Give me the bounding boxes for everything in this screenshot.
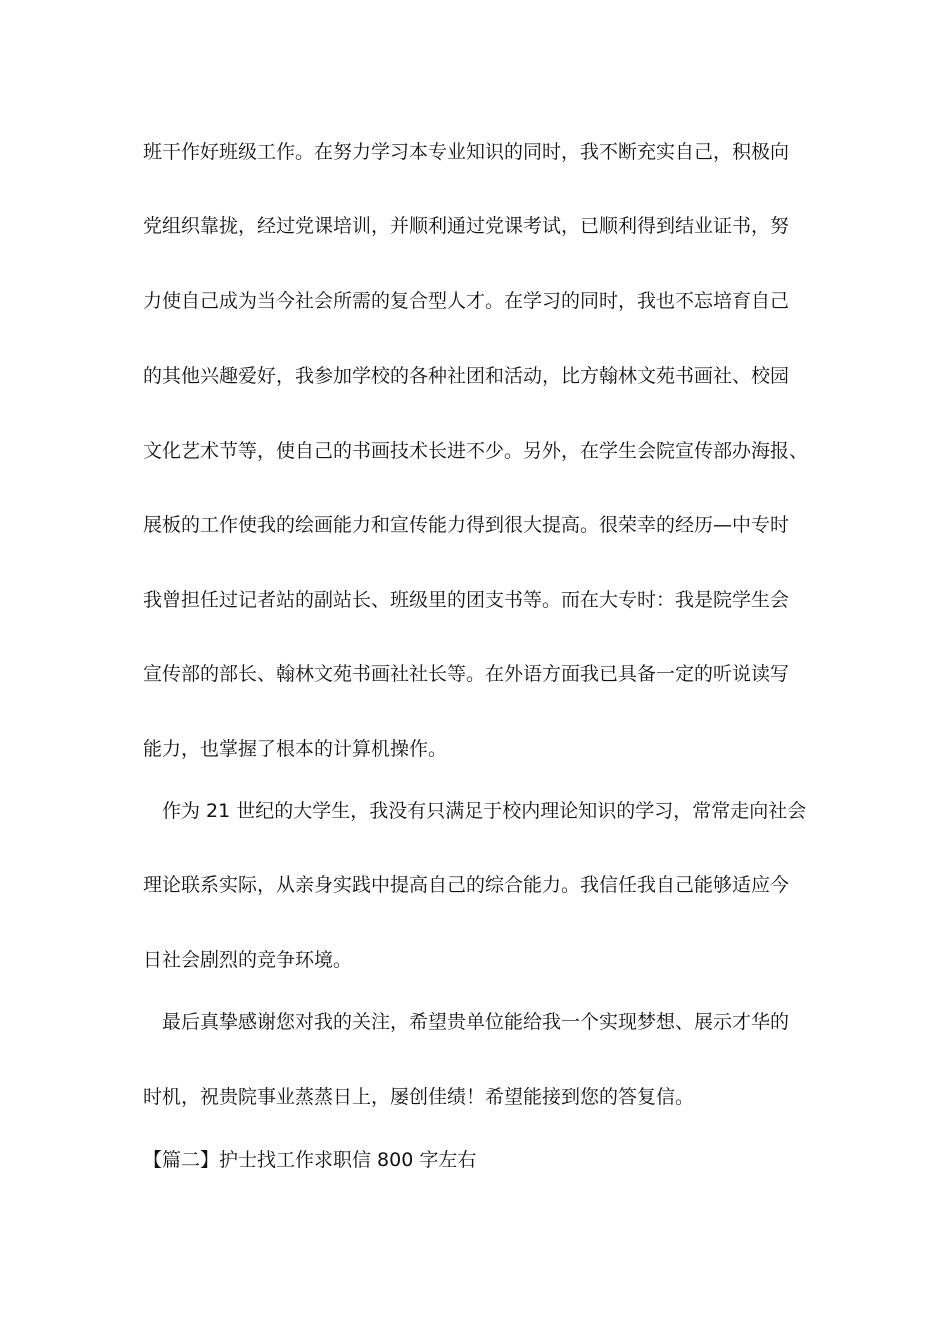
paragraph2-line-3: 日社会剧烈的竞争环境。 bbox=[143, 949, 353, 971]
paragraph1-line-5: 文化艺术节等，使自己的书画技术长进不少。另外，在学生会院宣传部办海报、 bbox=[143, 440, 809, 462]
paragraph3-line-1: 最后真挚感谢您对我的关注，希望贵单位能给我一个实现梦想、展示才华的 bbox=[162, 1011, 790, 1033]
section-heading: 【篇二】护士找工作求职信 800 字左右 bbox=[143, 1149, 477, 1171]
paragraph1-line-4: 的其他兴趣爱好，我参加学校的各种社团和活动，比方翰林文苑书画社、校园 bbox=[143, 365, 790, 387]
paragraph3-line-2: 时机，祝贵院事业蒸蒸日上，屡创佳绩！希望能接到您的答复信。 bbox=[143, 1086, 695, 1108]
paragraph1-line-1: 班干作好班级工作。在努力学习本专业知识的同时，我不断充实自己，积极向 bbox=[143, 141, 790, 163]
paragraph1-line-6: 展板的工作使我的绘画能力和宣传能力得到很大提高。很荣幸的经历—中专时 bbox=[143, 514, 790, 536]
paragraph1-line-2: 党组织靠拢，经过党课培训，并顺利通过党课考试，已顺利得到结业证书，努 bbox=[143, 215, 790, 237]
paragraph1-line-8: 宣传部的部长、翰林文苑书画社社长等。在外语方面我已具备一定的听说读写 bbox=[143, 663, 790, 685]
paragraph2-line-1: 作为 21 世纪的大学生，我没有只满足于校内理论知识的学习，常常走向社会 bbox=[162, 800, 807, 822]
paragraph1-line-7: 我曾担任过记者站的副站长、班级里的团支书等。而在大专时：我是院学生会 bbox=[143, 589, 790, 611]
paragraph2-line-2: 理论联系实际，从亲身实践中提高自己的综合能力。我信任我自己能够适应今 bbox=[143, 874, 790, 896]
paragraph1-line-3: 力使自己成为当今社会所需的复合型人才。在学习的同时，我也不忘培育自己 bbox=[143, 290, 790, 312]
paragraph1-line-9: 能力，也掌握了根本的计算机操作。 bbox=[143, 738, 448, 760]
